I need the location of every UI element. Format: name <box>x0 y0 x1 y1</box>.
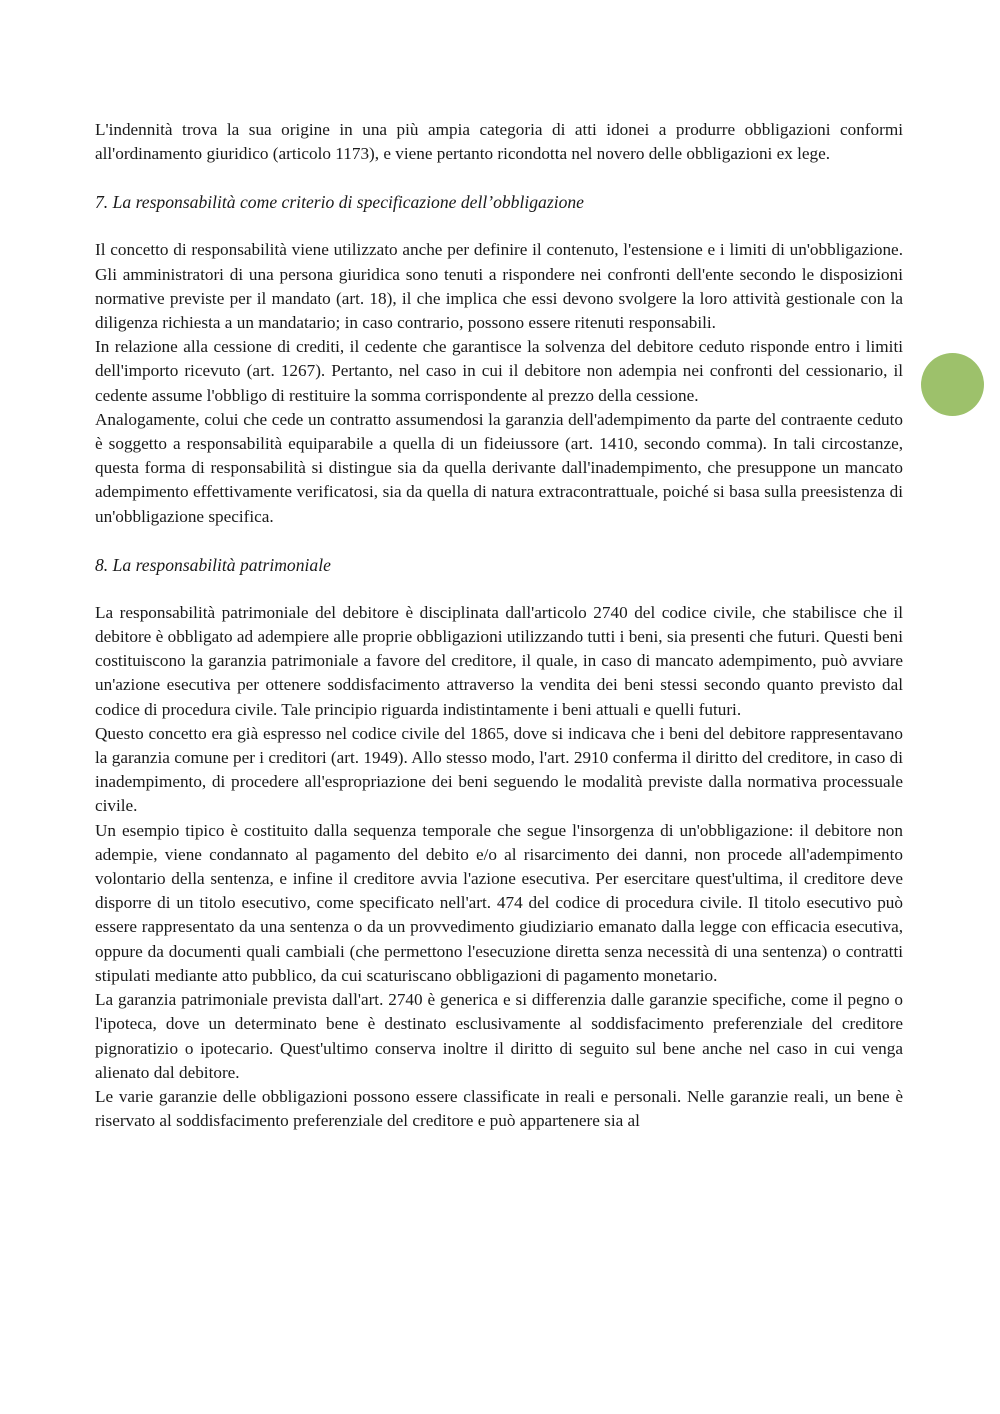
spacer <box>95 214 903 238</box>
section-8-paragraph: La garanzia patrimoniale prevista dall'art. 2740 è generica e si differenzia dalle garanzie specifiche, come il pegno o l'ipoteca, dove un determinato bene è destinato esclusivamente al soddisfacimento preferenziale del creditore pignoratizio o ipotecario. Quest'ultimo conserva inoltre il diritto di seguito sul bene anche nel caso in cui venga alienato dal debitore. <box>95 990 903 1082</box>
section-7-paragraph: Analogamente, colui che cede un contratto assumendosi la garanzia dell'adempimento da parte del contraente ceduto è soggetto a responsabilità equiparabile a quella di un fideiussore (art. 1410, secondo comma). In tali circostanze, questa forma di responsabilità si distingue sia da quella derivante dall'inadempimento, che presuppone un mancato adempimento effettivamente verificatosi, sia da quella di natura extracontrattuale, poiché si basa sulla preesistenza di un'obbligazione specifica. <box>95 409 903 526</box>
spacer <box>95 577 903 601</box>
section-7-paragraph: In relazione alla cessione di crediti, il cedente che garantisce la solvenza del debitore ceduto risponde entro i limiti dell'importo ricevuto (art. 1267). Pertanto, nel caso in cui il debitore non adempia nei confronti del cessionario, il cedente assume l'obbligo di restituire la somma corrispondente al prezzo della cessione. <box>95 337 903 405</box>
green-circle-marker <box>921 353 984 416</box>
section-8-heading: 8. La responsabilità patrimoniale <box>95 554 331 575</box>
section-7-paragraph: Il concetto di responsabilità viene utilizzato anche per definire il contenuto, l'estensione e i limiti di un'obbligazione. Gli amministratori di una persona giuridica sono tenuti a rispondere nei confronti dell'ente secondo le disposizioni normative previste per il mandato (art. 18), il che implica che essi devono svolgere la loro attività gestionale con la diligenza richiesta a un mandatario; in caso contrario, possono essere ritenuti responsabili. <box>95 240 903 333</box>
section-8-paragraph: Un esempio tipico è costituito dalla sequenza temporale che segue l'insorgenza di un'obbligazione: il debitore non adempie, viene condannato al pagamento del debito e/o al risarcimento dei danni, non procede all'adempimento volontario della sentenza, e infine il creditore avvia l'azione esecutiva. Per esercitare quest'ultima, il creditore deve disporre di un titolo esecutivo, come specificato nell'art. 474 del codice di procedura civile. Il titolo esecutivo può essere rappresentato da una sentenza o da un provvedimento giudiziario emanato dalla legge con efficacia esecutiva, oppure da documenti quali cambiali (che permettono l'esecuzione diretta senza necessità di una sentenza) o contratti stipulati mediante atto pubblico, da cui scaturiscano obbligazioni di pagamento monetario. <box>95 820 903 985</box>
section-8-paragraph: Questo concetto era già espresso nel codice civile del 1865, dove si indicava che i beni del debitore rappresentavano la garanzia comune per i creditori (art. 1949). Allo stesso modo, l'art. 2910 conferma il diritto del creditore, in caso di inadempimento, di procedere all'espropriazione dei beni seguendo le modalità previste dalla normativa processuale civile. <box>95 723 903 816</box>
intro-paragraph: L'indennità trova la sua origine in una più ampia categoria di atti idonei a produrre obbligazioni conformi all'ordinamento giuridico (articolo 1173), e viene pertanto ricondotta nel novero delle obbligazioni ex lege. <box>95 120 903 164</box>
section-8-paragraph: Le varie garanzie delle obbligazioni possono essere classificate in reali e personali. Nelle garanzie reali, un bene è riservato al soddisfacimento preferenziale del creditore e può appartenere sia al <box>95 1086 903 1131</box>
spacer <box>95 166 903 190</box>
document-page <box>95 118 903 1133</box>
spacer <box>95 529 903 553</box>
section-7-heading: 7. La responsabilità come criterio di specificazione dell’obbligazione <box>95 192 584 213</box>
section-8-paragraph: La responsabilità patrimoniale del debitore è disciplinata dall'articolo 2740 del codice civile, che stabilisce che il debitore è obbligato ad adempiere alle proprie obbligazioni utilizzando tutti i beni, sia presenti che futuri. Questi beni costituiscono la garanzia patrimoniale a favore del creditore, il quale, in caso di mancato adempimento, può avviare un'azione esecutiva per ottenere soddisfacimento attraverso la vendita dei beni stessi secondo quanto previsto dal codice di procedura civile. Tale principio riguarda indistintamente i beni attuali e quelli futuri. <box>95 602 903 719</box>
